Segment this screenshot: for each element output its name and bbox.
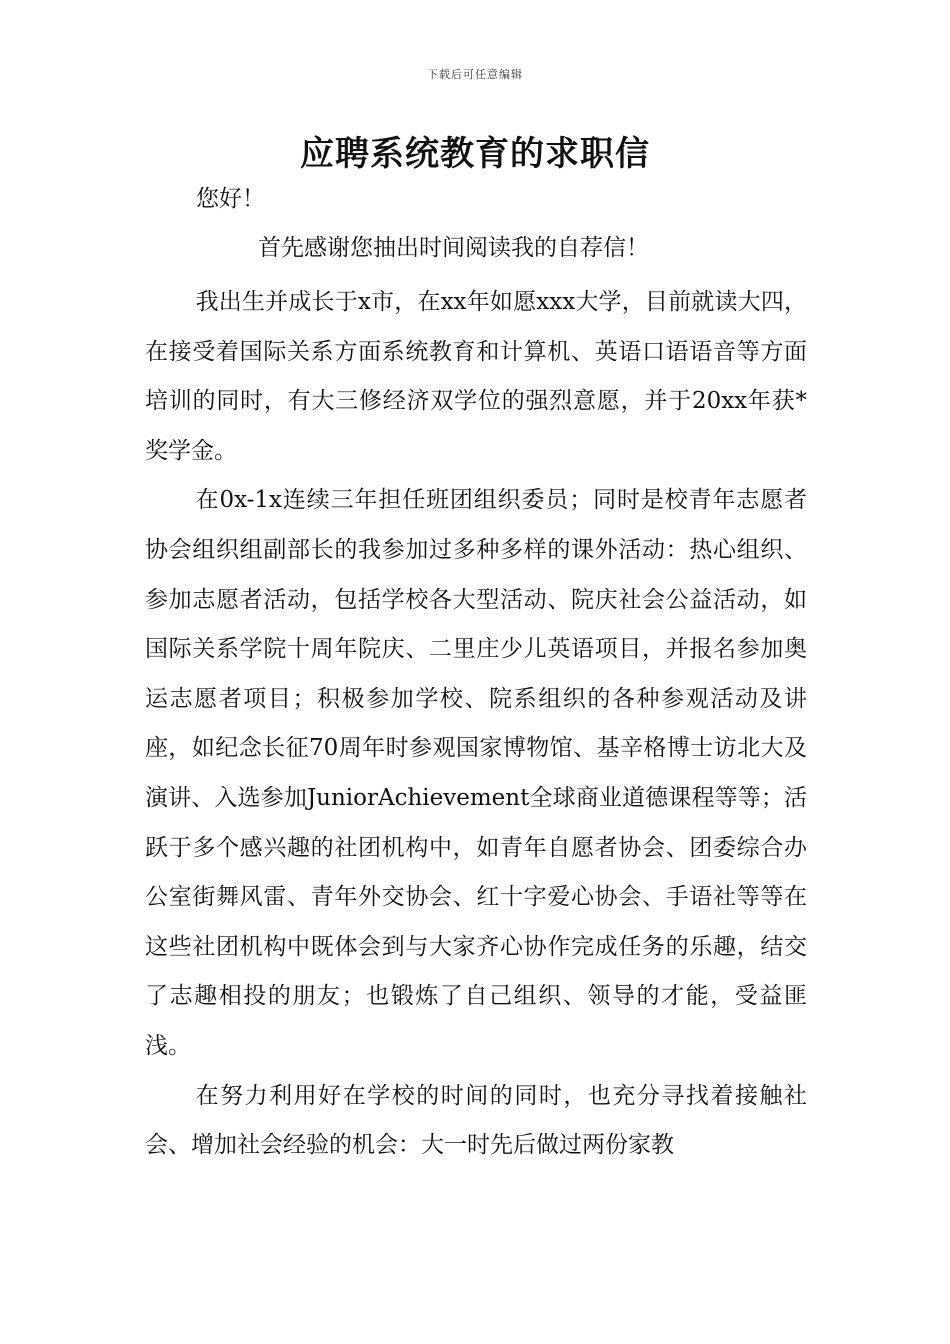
greeting-line: 您好！ xyxy=(196,186,265,212)
document-title: 应聘系统教育的求职信 xyxy=(300,134,650,174)
paragraph-experience: 在努力利用好在学校的时间的同时，也充分寻找着接触社会、增加社会经验的机会：大一时先后做过两份家教 xyxy=(145,1082,807,1159)
paragraph-background: 我出生并成长于x市，在xx年如愿xxx大学，目前就读大四，在接受着国际关系方面系统教育和计算机、英语口语语音等方面培训的同时，有大三修经济双学位的强烈意愿，并于20xx年获*奖学金。 xyxy=(145,289,807,464)
thanks-line: 首先感谢您抽出时间阅读我的自荐信！ xyxy=(258,235,649,261)
paragraph-activities: 在0x-1x连续三年担任班团组织委员；同时是校青年志愿者协会组织组副部长的我参加过多种多样的课外活动：热心组织、参加志愿者活动，包括学校各大型活动、院庆社会公益活动，如国际关系学院十周年院庆、二里庄少儿英语项目，并报名参加奥运志愿者项目；积极参加学校、院系组织的各种参观活动及讲座，如纪念长征70周年时参观国家博物馆、基辛格博士访北大及演讲、入选参加JuniorAchievement全球商业道德课程等等；活跃于多个感兴趣的社团机构中，如青年自愿者协会、团委综合办公室街舞风雷、青年外交协会、红十字爱心协会、手语社等等在这些社团机构中既体会到与大家齐心协作完成任务的乐趣，结交了志趣相投的朋友；也锻炼了自己组织、领导的才能，受益匪浅。 xyxy=(145,487,807,1059)
page-header-note: 下载后可任意编辑 xyxy=(427,68,523,81)
letter-body xyxy=(145,278,807,1171)
